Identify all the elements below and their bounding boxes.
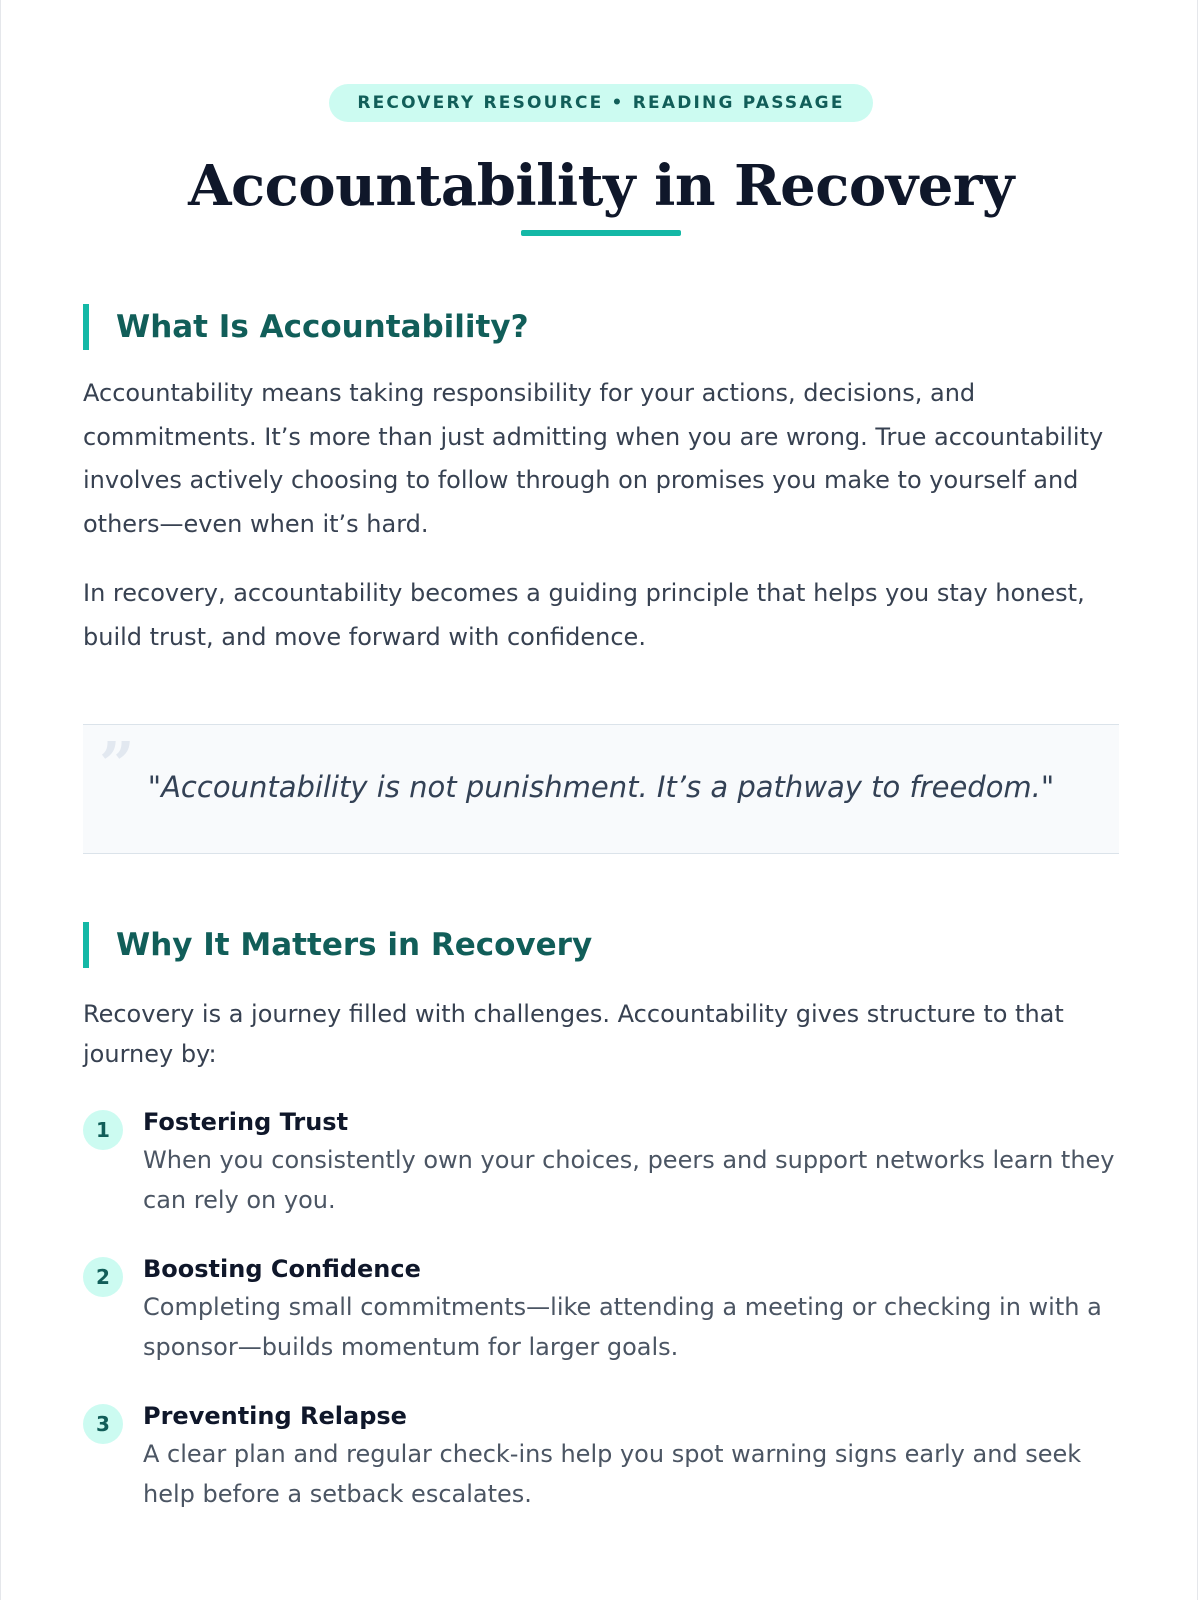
list-item-body: A clear plan and regular check-ins help you spot warning signs early and seek help before a setback escalates. (143, 1440, 1082, 1508)
benefits-list (83, 1104, 1119, 1545)
paragraph-intro: Recovery is a journey filled with challenges. Accountability gives structure to that journey by: (83, 1000, 1064, 1068)
list-item-title: Fostering Trust (143, 1108, 349, 1136)
badge-row (83, 84, 1119, 122)
list-item-title: Boosting Confidence (143, 1255, 421, 1283)
section-heading-what-is-accountability: What Is Accountability? (83, 304, 529, 350)
number-badge: 2 (83, 1257, 123, 1297)
page-title: Accountability in Recovery (188, 153, 1014, 219)
quote-text: "Accountability is not punishment. It’s a pathway to freedom." (147, 770, 1055, 804)
paragraph-recovery-principle: In recovery, accountability becomes a guiding principle that helps you stay honest, build trust, and move forward with confidence. (83, 579, 1085, 651)
list-item (83, 1104, 1119, 1251)
number-badge: 1 (83, 1110, 123, 1150)
list-item (83, 1251, 1119, 1398)
number-badge: 3 (83, 1404, 123, 1444)
category-badge: RECOVERY RESOURCE • READING PASSAGE (329, 84, 872, 122)
quote-icon: ” (99, 728, 135, 801)
pull-quote (83, 724, 1119, 854)
list-item-body: Completing small commitments—like attending a meeting or checking in with a sponsor—builds momentum for larger goals. (143, 1293, 1102, 1361)
list-item-title: Preventing Relapse (143, 1402, 407, 1430)
list-item (83, 1398, 1119, 1545)
list-item-body: When you consistently own your choices, peers and support networks learn they can rely on you. (143, 1146, 1115, 1214)
paragraph-definition: Accountability means taking responsibility for your actions, decisions, and commitments. It’s more than just admitting when you are wrong. True accountability involves actively choosing to follow through on promises you make to yourself and others—even when it’s hard. (83, 379, 1104, 538)
section-heading-why-it-matters: Why It Matters in Recovery (83, 922, 592, 968)
title-underline (521, 230, 681, 236)
